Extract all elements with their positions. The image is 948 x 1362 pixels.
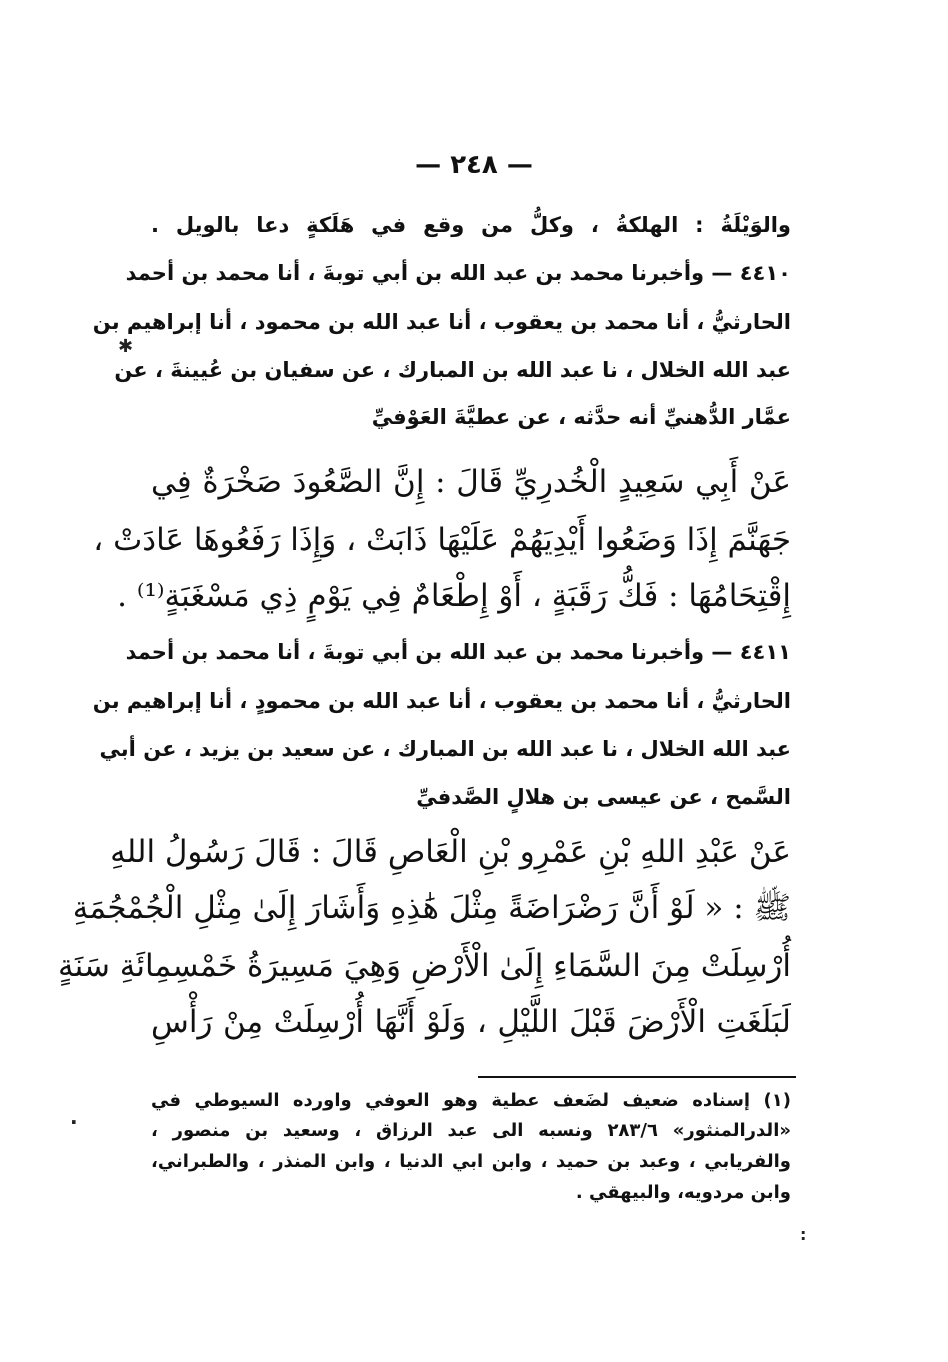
footnote-line-4: وابن مردويه، والبيهقي . [575,1182,791,1203]
matn-4411-line-4: لَبَلَغَتِ الْأَرْضَ قَبْلَ اللَّيْلِ ، وَلَوْ أَنَّهَا أُرْسِلَتْ مِنْ رَأْسِ [151,1004,791,1040]
matn-4411-line-1: عَنْ عَبْدِ اللهِ بْنِ عَمْرِو بْنِ الْعَاصِ قَالَ : قَالَ رَسُولُ اللهِ [110,834,791,870]
isnad-4411-line-1: ٤٤١١ — وأخبرنا محمد بن عبد الله بن أبي توبةَ ، أنا محمد بن أحمد [125,640,791,664]
footnote-line-2: «الدرالمنثور» ٢٨٣/٦ ونسبه الى عبد الرزاق ، وسعيد بن منصور ، [151,1120,791,1141]
page-number: — ٢٤٨ — [415,150,533,180]
isnad-4411-line-2: الحارثيُّ ، أنا محمد بن يعقوب ، أنا عبد الله بن محمودٍ ، أنا إبراهيم بن [92,689,791,713]
matn-4410-line-3: إِقْتِحَامُهَا : فَكُّ رَقَبَةٍ ، أَوْ إِطْعَامٌ فِي يَوْمٍ ذِي مَسْغَبَةٍ⁽¹⁾ . [117,578,791,614]
matn-4410-line-1: عَنْ أَبِي سَعِيدٍ الْخُدرِيِّ قَالَ : إِنَّ الصَّعُودَ صَخْرَةٌ فِي [151,464,791,500]
matn-4411-line-2: ﷺ : « لَوْ أَنَّ رَضْرَاضَةً مِثْلَ هَٰذِهِ وَأَشَارَ إِلَىٰ مِثْلِ الْجُمْجُمَةِ [72,890,791,926]
isnad-4410-line-1: ٤٤١٠ — وأخبرنا محمد بن عبد الله بن أبي توبةَ ، أنا محمد بن أحمد [125,261,791,285]
footnote-separator [478,1076,796,1078]
isnad-4410-line-2: الحارثيُّ ، أنا محمد بن يعقوب ، أنا عبد الله بن محمود ، أنا إبراهيم بن [92,310,791,334]
isnad-4410-line-4: عمَّار الدُّهنيِّ أنه حدَّثه ، عن عطيَّةَ العَوْفيِّ [371,405,791,429]
margin-dot-mark: · [70,1110,78,1134]
isnad-4411-line-3: عبد الله الخلال ، نا عبد الله بن المبارك ، عن سعيد بن يزيد ، عن أبي [99,737,791,761]
footnote-line-1: (١) إسناده ضعيف لضَعف عطية وهو العوفي واورده السيوطي في [151,1090,791,1111]
matn-4410-line-2: جَهَنَّمَ إِذَا وَضَعُوا أَيْدِيَهُمْ عَلَيْهَا ذَابَتْ ، وَإِذَا رَفَعُوهَا عَادَتْ ، [93,522,791,558]
isnad-4411-line-4: السَّمح ، عن عيسى بن هلالٍ الصَّدفيِّ [416,785,791,809]
margin-star-mark: ✱ [118,336,134,357]
footnote-line-3: والفريابي ، وعبد بن حميد ، وابن ابي الدنيا ، وابن المنذر ، والطبراني، [151,1151,791,1172]
matn-4411-line-3: أُرْسِلَتْ مِنَ السَّمَاءِ إِلَىٰ الْأَرْضِ وَهِيَ مَسِيرَةُ خَمْسِمِائَةِ سَنَةٍ [57,948,791,984]
isnad-4410-line-3: عبد الله الخلال ، نا عبد الله بن المبارك ، عن سفيان بن عُيينةَ ، عن [114,358,791,382]
text-line-wayla: والوَيْلَةُ : الهلكةُ ، وكلُّ من وقع في هَلَكةٍ دعا بالويل . [151,213,791,237]
margin-colon-mark: : [800,1225,807,1244]
